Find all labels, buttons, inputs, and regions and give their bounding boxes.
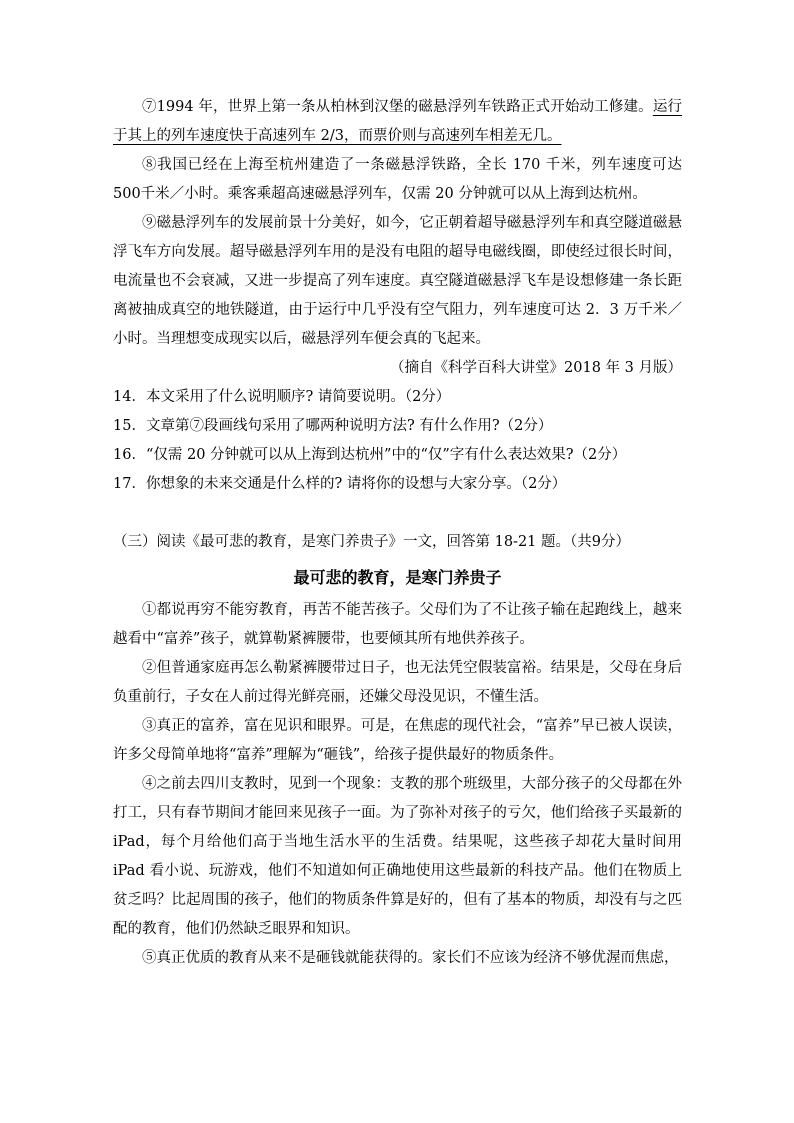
question-15: 15．文章第⑦段画线句采用了哪两种说明方法? 有什么作用?（2分） <box>113 418 553 434</box>
paragraph-7-text: ⑦1994 年，世界上第一条从柏林到汉堡的磁悬浮列车铁路正式开始动工修建。 <box>142 99 653 115</box>
essay-title: 最可悲的教育，是寒门养贵子 <box>293 568 502 587</box>
essay-paragraph-3: ③真正的富养，富在见识和眼界。可是，在焦虑的现代社会，“富养”早已被人误读，许多父母简单地将“富养”理解为“砸钱”，给孩子提供最好的物质条件。 <box>113 718 682 763</box>
question-17: 17．你想象的未来交通是什么样的? 请将你的设想与大家分享。（2分） <box>113 476 567 492</box>
question-14: 14．本文采用了什么说明顺序? 请简要说明。（2分） <box>113 389 451 405</box>
paragraph-7-underlined-text: 运行于其上的列车速度快于高速列车 2/3，而票价则与高速列车相差无几。 <box>113 99 683 144</box>
question-16: 16．“仅需 20 分钟就可以从上海到达杭州”中的“仅”字有什么表达效果?（2分） <box>113 447 627 463</box>
paragraph-9: ⑨磁悬浮列车的发展前景十分美好，如今，它正朝着超导磁悬浮列车和真空隧道磁悬浮飞车方向发展。超导磁悬浮列车用的是没有电阻的超导电磁线圈，即使经过很长时间，电流量也不会衰减，又进一步提高了列车速度。真空隧道磁悬浮飞车是设想修建一条长距离被抽成真空的地铁隧道，由于运行中几乎没有空气阻力，列车速度可达 2．3 万千米／小时。当理想变成现实以后，磁悬浮列车便会真的飞起来。 <box>113 215 682 347</box>
section-3-header: （三）阅读《最可悲的教育，是寒门养贵子》一文，回答第 18-21 题。（共9分） <box>113 534 630 550</box>
paragraph-8: ⑧我国已经在上海至杭州建造了一条磁悬浮铁路，全长 170 千米，列车速度可达 500千米／小时。乘客乘超高速磁悬浮列车，仅需 20 分钟就可以从上海到达杭州。 <box>113 157 682 202</box>
essay-paragraph-5: ⑤真正优质的教育从来不是砸钱就能获得的。家长们不应该为经济不够优渥而焦虑， <box>142 950 679 966</box>
essay-paragraph-4: ④之前去四川支教时，见到一个现象：支教的那个班级里，大部分孩子的父母都在外打工，只有春节期间才能回来见孩子一面。为了弥补对孩子的亏欠，他们给孩子买最新的 iPad，每个月给他们高于当地生活水平的生活费。结果呢，这些孩子却花大量时间用 iPad 看小说、玩游戏，他们不知道如何正确地使用这些最新的科技产品。他们在物质上贫乏吗？比起周围的孩子，他们的物质条件算是好的，但有了基本的物质，却没有与之匹配的教育，他们仍然缺乏眼界和知识。 <box>113 776 682 937</box>
paragraph-7 <box>113 93 682 151</box>
source-attribution: （摘自《科学百科大讲堂》2018 年 3 月版） <box>390 360 682 376</box>
essay-paragraph-2: ②但普通家庭再怎么勒紧裤腰带过日子，也无法凭空假装富裕。结果是，父母在身后负重前行，子女在人前过得光鲜亮丽，还嫌父母没见识，不懂生活。 <box>113 660 682 705</box>
essay-paragraph-1: ①都说再穷不能穷教育，再苦不能苦孩子。父母们为了不让孩子输在起跑线上，越来越看中“富养”孩子，就算勒紧裤腰带，也要倾其所有地供养孩子。 <box>113 602 682 647</box>
